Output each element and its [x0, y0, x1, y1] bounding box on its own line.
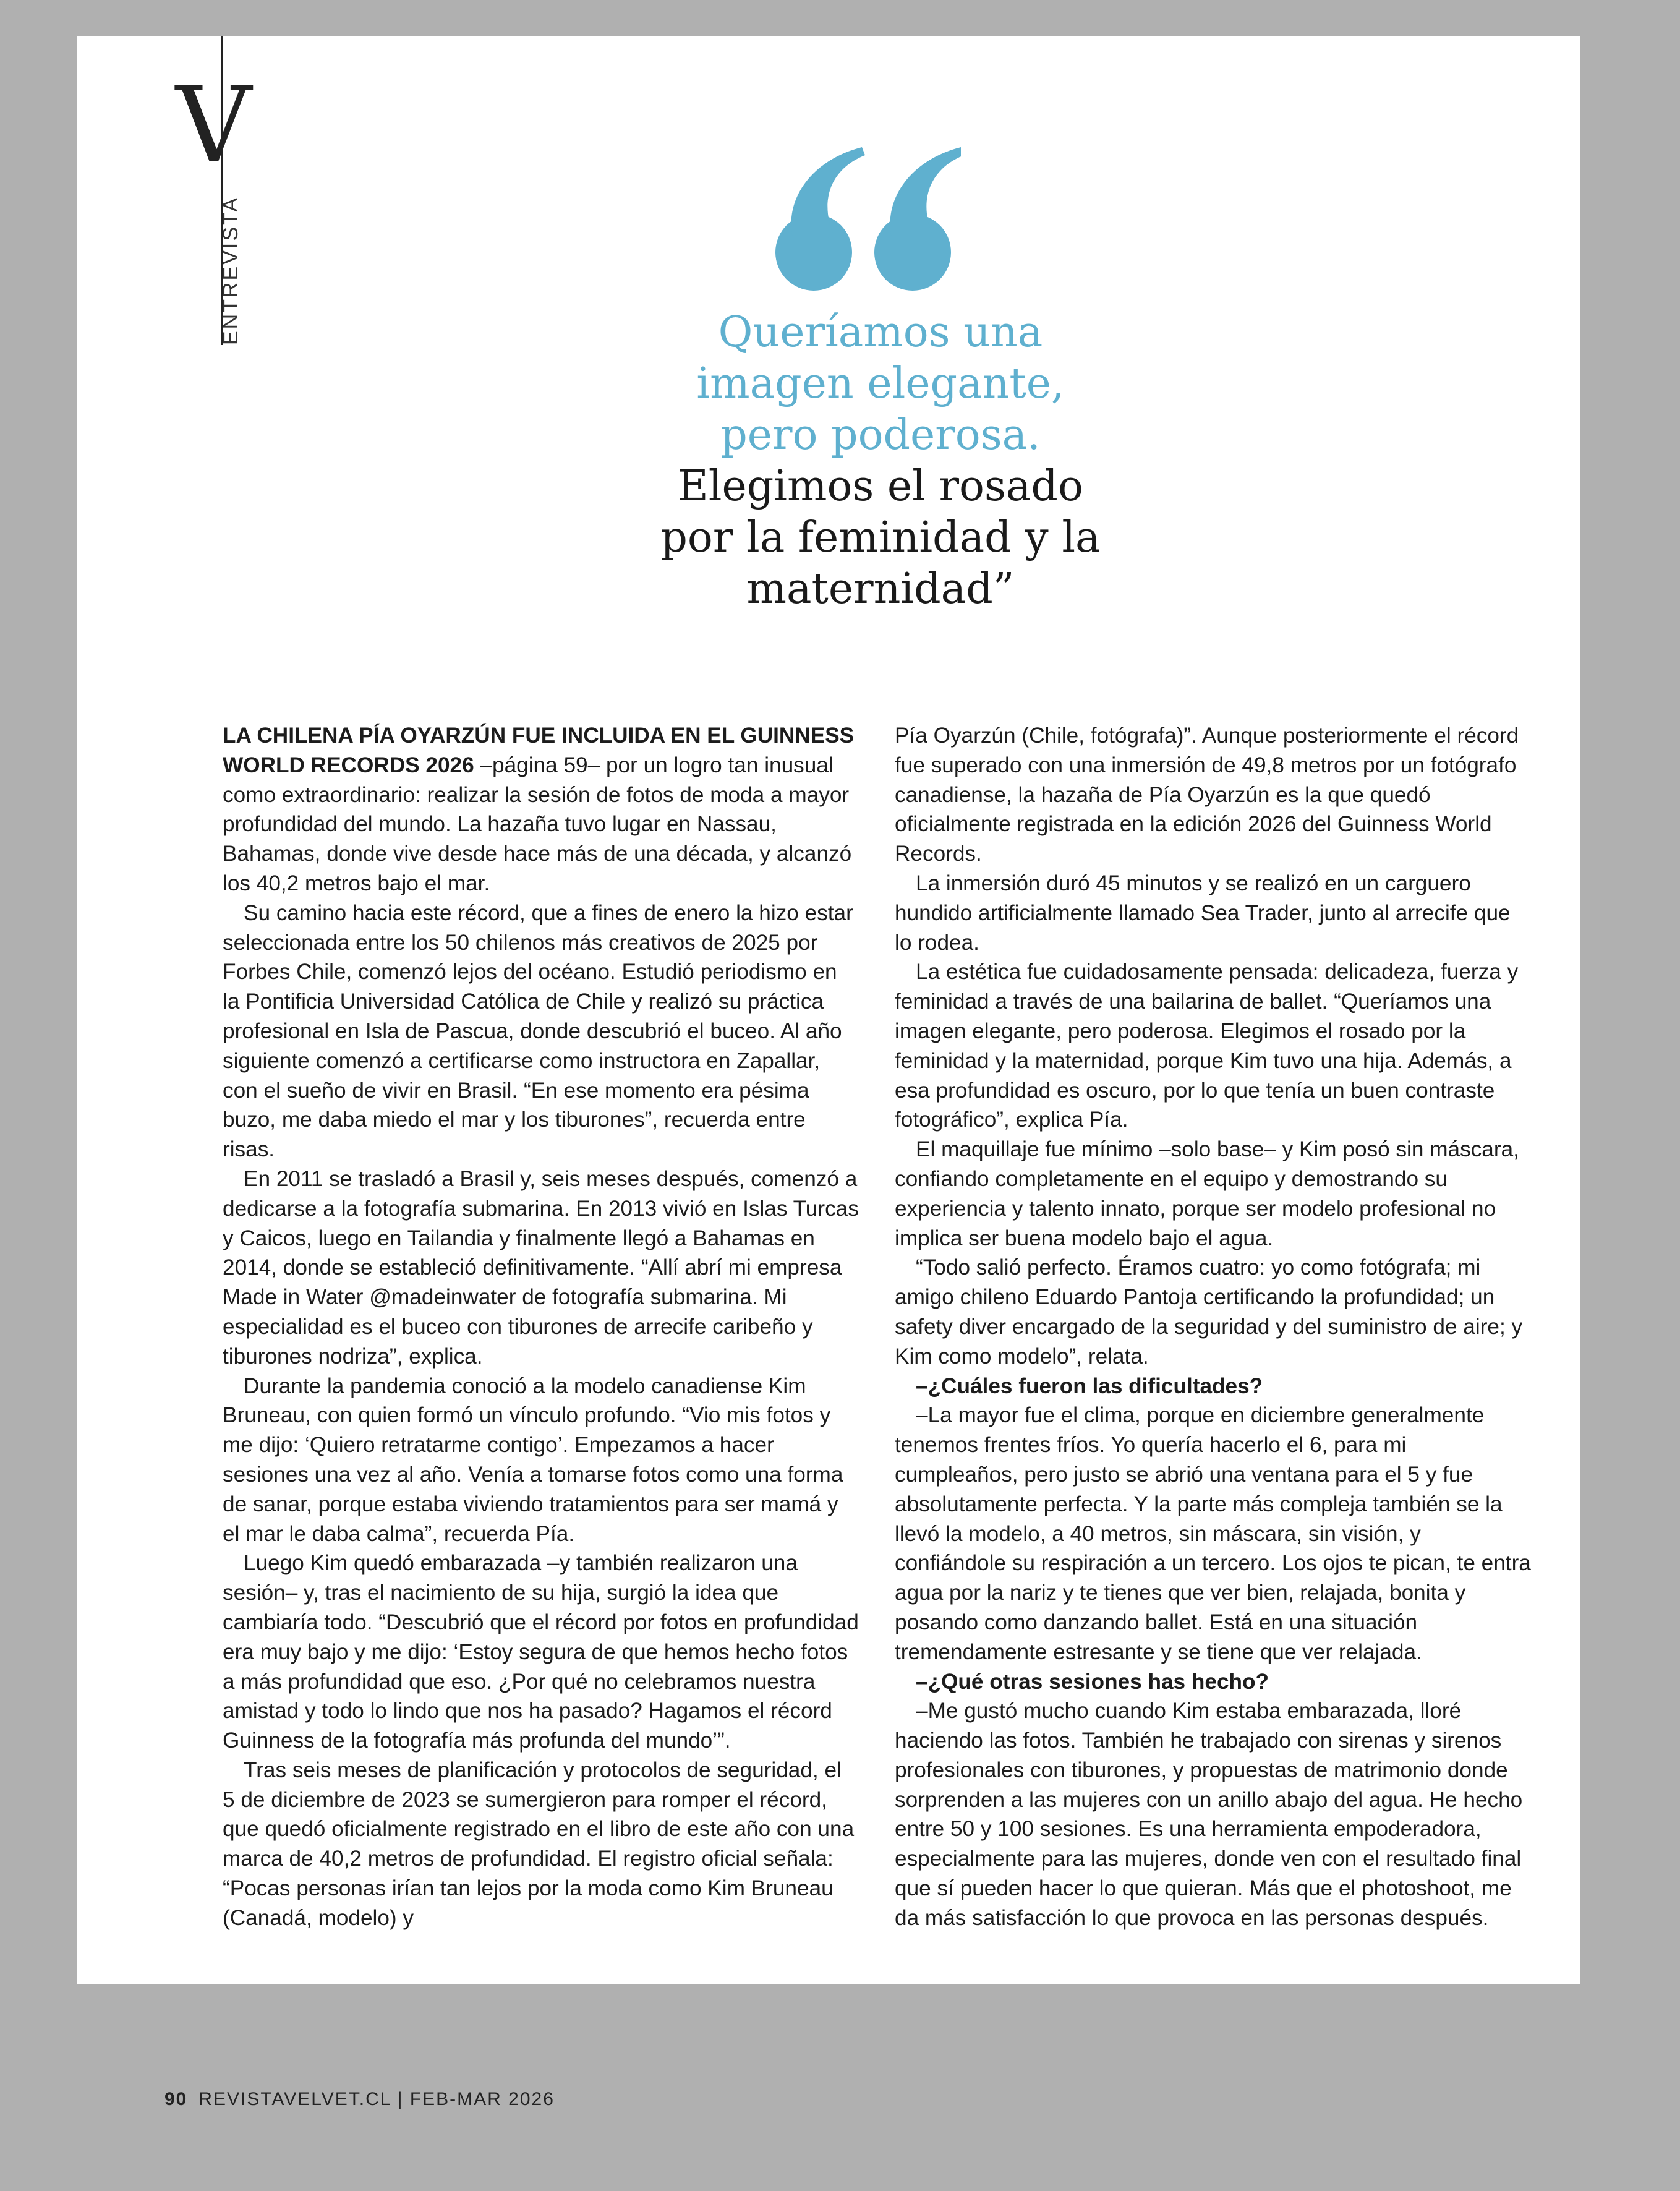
lead-rest: –página 59– por un logro tan inusual como extraordinario: realizar la sesión de fotos de moda a mayor profundidad del mundo. La hazaña tuvo lugar en Nassau, Bahamas, donde vive desde hace más de una década, y alcanzó los 40,2 metros bajo el mar. [223, 753, 852, 895]
magazine-page [77, 36, 1580, 1984]
body-paragraph: Pía Oyarzún (Chile, fotógrafa)”. Aunque posteriormente el récord fue superado con una inmersión de 49,8 metros por un fotógrafo canadiense, la hazaña de Pía Oyarzún es la que quedó oficialmente registrada en la edición 2026 del Guinness World Records. [895, 724, 1519, 866]
quote-mark-icon [769, 144, 961, 299]
body-paragraph: El maquillaje fue mínimo –solo base– y Kim posó sin máscara, confiando completamente en el equipo y demostrando su experiencia y talento innato, porque ser modelo profesional no implica ser buena modelo bajo el agua. [895, 1137, 1519, 1250]
article-column-left [223, 721, 859, 1933]
interview-answer: –La mayor fue el clima, porque en diciembre generalmente tenemos frentes fríos. Yo quería hacerlo el 6, para mi cumpleaños, pero justo se abrió una ventana para el 5 y fue absolutamente perfecta. Y la parte más compleja también se la llevó la modelo, a 40 metros, sin máscara, sin visión, y confiándole su respiración a un tercero. Los ojos te pican, te entra agua por la nariz y te tienes que ver bien, relajada, bonita y posando como danzando ballet. Está en una situación tremendamente estresante y se tiene que ver relajada. [895, 1403, 1531, 1664]
pull-quote-line: pero poderosa. [720, 411, 1041, 459]
lead-paragraph [223, 721, 859, 899]
body-paragraph: “Todo salió perfecto. Éramos cuatro: yo como fotógrafa; mi amigo chileno Eduardo Pantoja certificando la profundidad; un safety diver encargado de la seguridad y del suministro de aire; y Kim como modelo”, relata. [895, 1255, 1523, 1369]
page-number: 90 [164, 2089, 188, 2109]
body-paragraph: Durante la pandemia conoció a la modelo canadiense Kim Bruneau, con quien formó un vínculo profundo. “Vio mis fotos y me dijo: ‘Quiero retratarme contigo’. Empezamos a hacer sesiones una vez al año. Venía a tomarse fotos como una forma de sanar, porque estaba viviendo tratamientos para ser mamá y el mar le daba calma”, recuerda Pía. [223, 1373, 843, 1546]
body-paragraph: Tras seis meses de planificación y protocolos de seguridad, el 5 de diciembre de 2023 se sumergieron para romper el récord, que quedó oficialmente registrado en el libro de este año con una marca de 40,2 metros de profundidad. El registro oficial señala: “Pocas personas irían tan lejos por la moda como Kim Bruneau (Canadá, modelo) y [223, 1757, 855, 1930]
interview-question: –¿Qué otras sesiones has hecho? [916, 1669, 1269, 1694]
body-paragraph: Luego Kim quedó embarazada –y también realizaron una sesión– y, tras el nacimiento de su hija, surgió la idea que cambiaría todo. “Descubrió que el récord por fotos en profundidad era muy bajo y me dijo: ‘Estoy segura de que hemos hecho fotos a más profundidad que eso. ¿Por qué no celebramos nuestra amistad y todo lo lindo que nos ha pasado? Hagamos el récord Guinness de la fotografía más profunda del mundo’”. [223, 1551, 859, 1753]
page-footer [164, 2089, 555, 2110]
pull-quote-line: imagen elegante, [696, 359, 1065, 408]
body-paragraph: La inmersión duró 45 minutos y se realizó en un carguero hundido artificialmente llamado Sea Trader, junto al arrecife que lo rodea. [895, 871, 1511, 955]
pull-quote-line: Elegimos el rosado [678, 462, 1083, 511]
pull-quote [608, 307, 1153, 615]
lead-bold: LA CHILENA PÍA OYARZÚN FUE INCLUIDA EN EL GUINNESS WORLD RECORDS 2026 [223, 724, 855, 777]
section-label: ENTREVISTA [219, 196, 242, 345]
body-paragraph: Su camino hacia este récord, que a fines de enero la hizo estar seleccionada entre los 50 chilenos más creativos de 2025 por Forbes Chile, comenzó lejos del océano. Estudió periodismo en la Pontificia Universidad Católica de Chile y realizó su práctica profesional en Isla de Pascua, donde descubrió el buceo. Al año siguiente comenzó a certificarse como instructora en Zapallar, con el sueño de vivir en Brasil. “En ese momento era pésima buzo, me daba miedo el mar y los tiburones”, recuerda entre risas. [223, 900, 853, 1162]
body-paragraph: La estética fue cuidadosamente pensada: delicadeza, fuerza y feminidad a través de una bailarina de ballet. “Queríamos una imagen elegante, pero poderosa. Elegimos el rosado por la feminidad y la maternidad, porque Kim tuvo una hija. Además, a esa profundidad es oscuro, por lo que tenía un buen contraste fotográfico”, explica Pía. [895, 960, 1519, 1132]
interview-question: –¿Cuáles fueron las dificultades? [916, 1373, 1263, 1398]
footer-text: REVISTAVELVET.CL | FEB-MAR 2026 [198, 2089, 555, 2109]
pull-quote-line: Queríamos una [718, 308, 1043, 357]
interview-answer: –Me gustó mucho cuando Kim estaba embarazada, lloré haciendo las fotos. También he trabajado con sirenas y sirenos profesionales con tiburones, y propuestas de matrimonio donde sorprenden a las mujeres con un anillo abajo del agua. He hecho entre 50 y 100 sesiones. Es una herramienta empoderadora, especialmente para las mujeres, donde ven con el resultado final que sí pueden hacer lo que quieran. Más que el photoshoot, me da más satisfacción lo que provoca en las personas después. [895, 1699, 1523, 1930]
article-column-right [895, 721, 1532, 1933]
pull-quote-line: maternidad” [746, 565, 1015, 613]
magazine-logo: V [176, 64, 249, 187]
body-paragraph: En 2011 se trasladó a Brasil y, seis meses después, comenzó a dedicarse a la fotografía submarina. En 2013 vivió en Islas Turcas y Caicos, luego en Tailandia y finalmente llegó a Bahamas en 2014, donde se estableció definitivamente. “Allí abrí mi empresa Made in Water @madeinwater de fotografía submarina. Mi especialidad es el buceo con tiburones de arrecife caribeño y tiburones nodriza”, explica. [223, 1166, 859, 1369]
pull-quote-line: por la feminidad y la [660, 513, 1101, 562]
